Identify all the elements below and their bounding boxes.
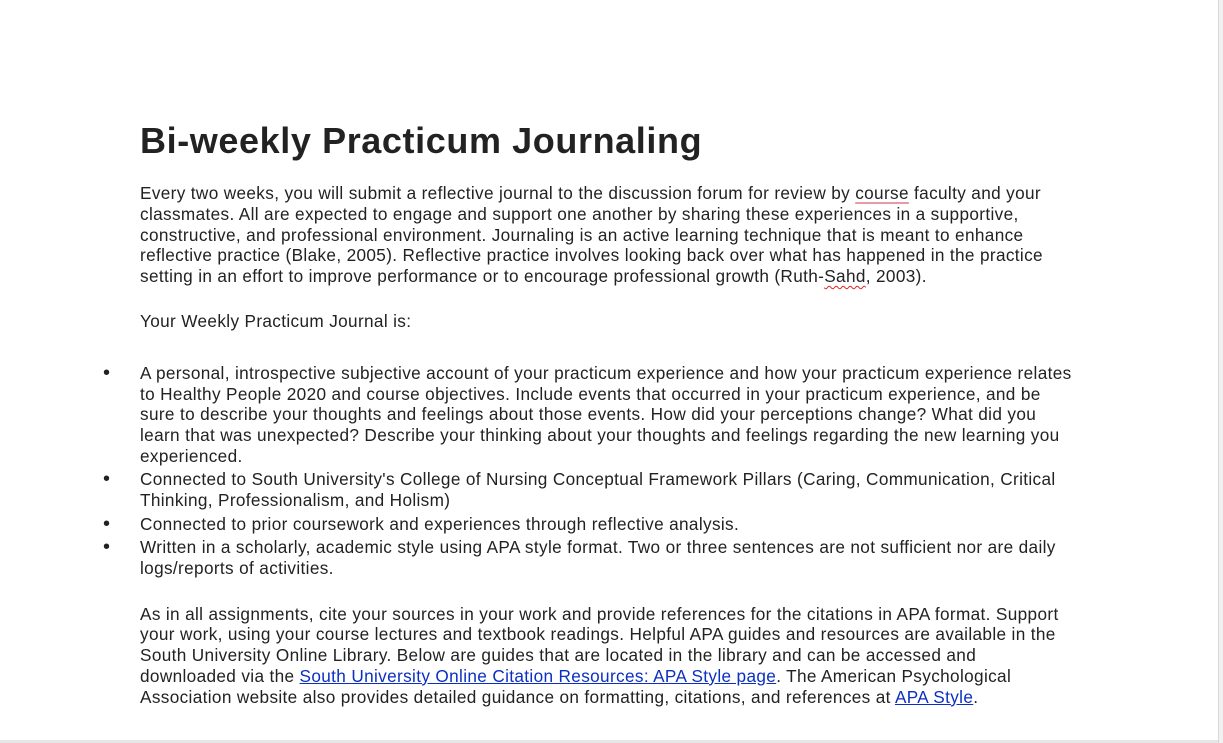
list-item — [103, 361, 1075, 467]
intro-text-1: Every two weeks, you will submit a reflective journal to the discussion forum for review by — [140, 183, 856, 203]
list-item — [103, 535, 1075, 579]
intro-text-3: , 2003). — [865, 266, 927, 287]
closing-text-1: As in all assignments, cite your sources in your work and provide references for the citations in APA format. Support your work, using your course lectures and textbook readings. Helpful APA guides and resources are available in the South University Online Library. Below are guides that are located in the library and can be accessed and downloaded via the — [140, 603, 1059, 686]
list-item-text: Connected to prior coursework and experiences through reflective analysis. — [140, 513, 740, 534]
apa-style-link[interactable]: APA Style — [894, 686, 974, 707]
closing-paragraph — [140, 604, 1075, 708]
closing-text-2: . The American Psychological Association website also provides detailed guidance on formatting, citations, and references at — [140, 665, 1012, 707]
closing-text-3: . — [973, 686, 979, 707]
list-item-text: Written in a scholarly, academic style using APA style format. Two or three sentences are not sufficient nor are daily logs/reports of activities. — [140, 536, 1056, 578]
list-item-text: Connected to South University's College of Nursing Conceptual Framework Pillars (Caring, Communication, Critical Thinking, Professionalism, and Holism) — [140, 469, 1056, 511]
apa-style-page-link[interactable]: South University Online Citation Resources: APA Style page — [299, 665, 777, 686]
intro-paragraph — [140, 183, 1075, 287]
list-item — [103, 512, 1075, 535]
list-item — [103, 468, 1075, 511]
bullet-icon: • — [103, 535, 111, 558]
list-item-text: A personal, introspective subjective account of your practicum experience and how your practicum experience relates to Healthy People 2020 and course objectives. Include events that occurred in your practicum experience, and be sure to describe your thoughts and feelings about those events. How did your perceptions change? What did you learn that was unexpected? Describe your thinking about your thoughts and feelings regarding the new learning you experienced. — [140, 362, 1072, 466]
bullet-icon: • — [103, 361, 111, 384]
bullet-icon: • — [103, 512, 111, 535]
vertical-scrollbar[interactable] — [1218, 0, 1223, 743]
document-body — [103, 118, 1075, 708]
flagged-word[interactable]: course — [855, 183, 909, 203]
misspelled-word[interactable]: Sahd — [824, 266, 866, 287]
page-title: Bi-weekly Practicum Journaling — [140, 120, 703, 161]
journal-lead: Your Weekly Practicum Journal is: — [140, 310, 412, 331]
bullet-icon: • — [103, 468, 111, 491]
intro-text-2: faculty and your classmates. All are expected to engage and support one another by sharing these experiences in a supportive, constructive, and professional environment. Journaling is an active learning technique that is meant to enhance reflective practice (Blake, 2005). Reflective practice involves looking back over what has happened in the practice setting in an effort to improve performance or to encourage professional growth (Ruth- — [140, 183, 1043, 287]
journal-bullet-list — [103, 361, 1075, 579]
